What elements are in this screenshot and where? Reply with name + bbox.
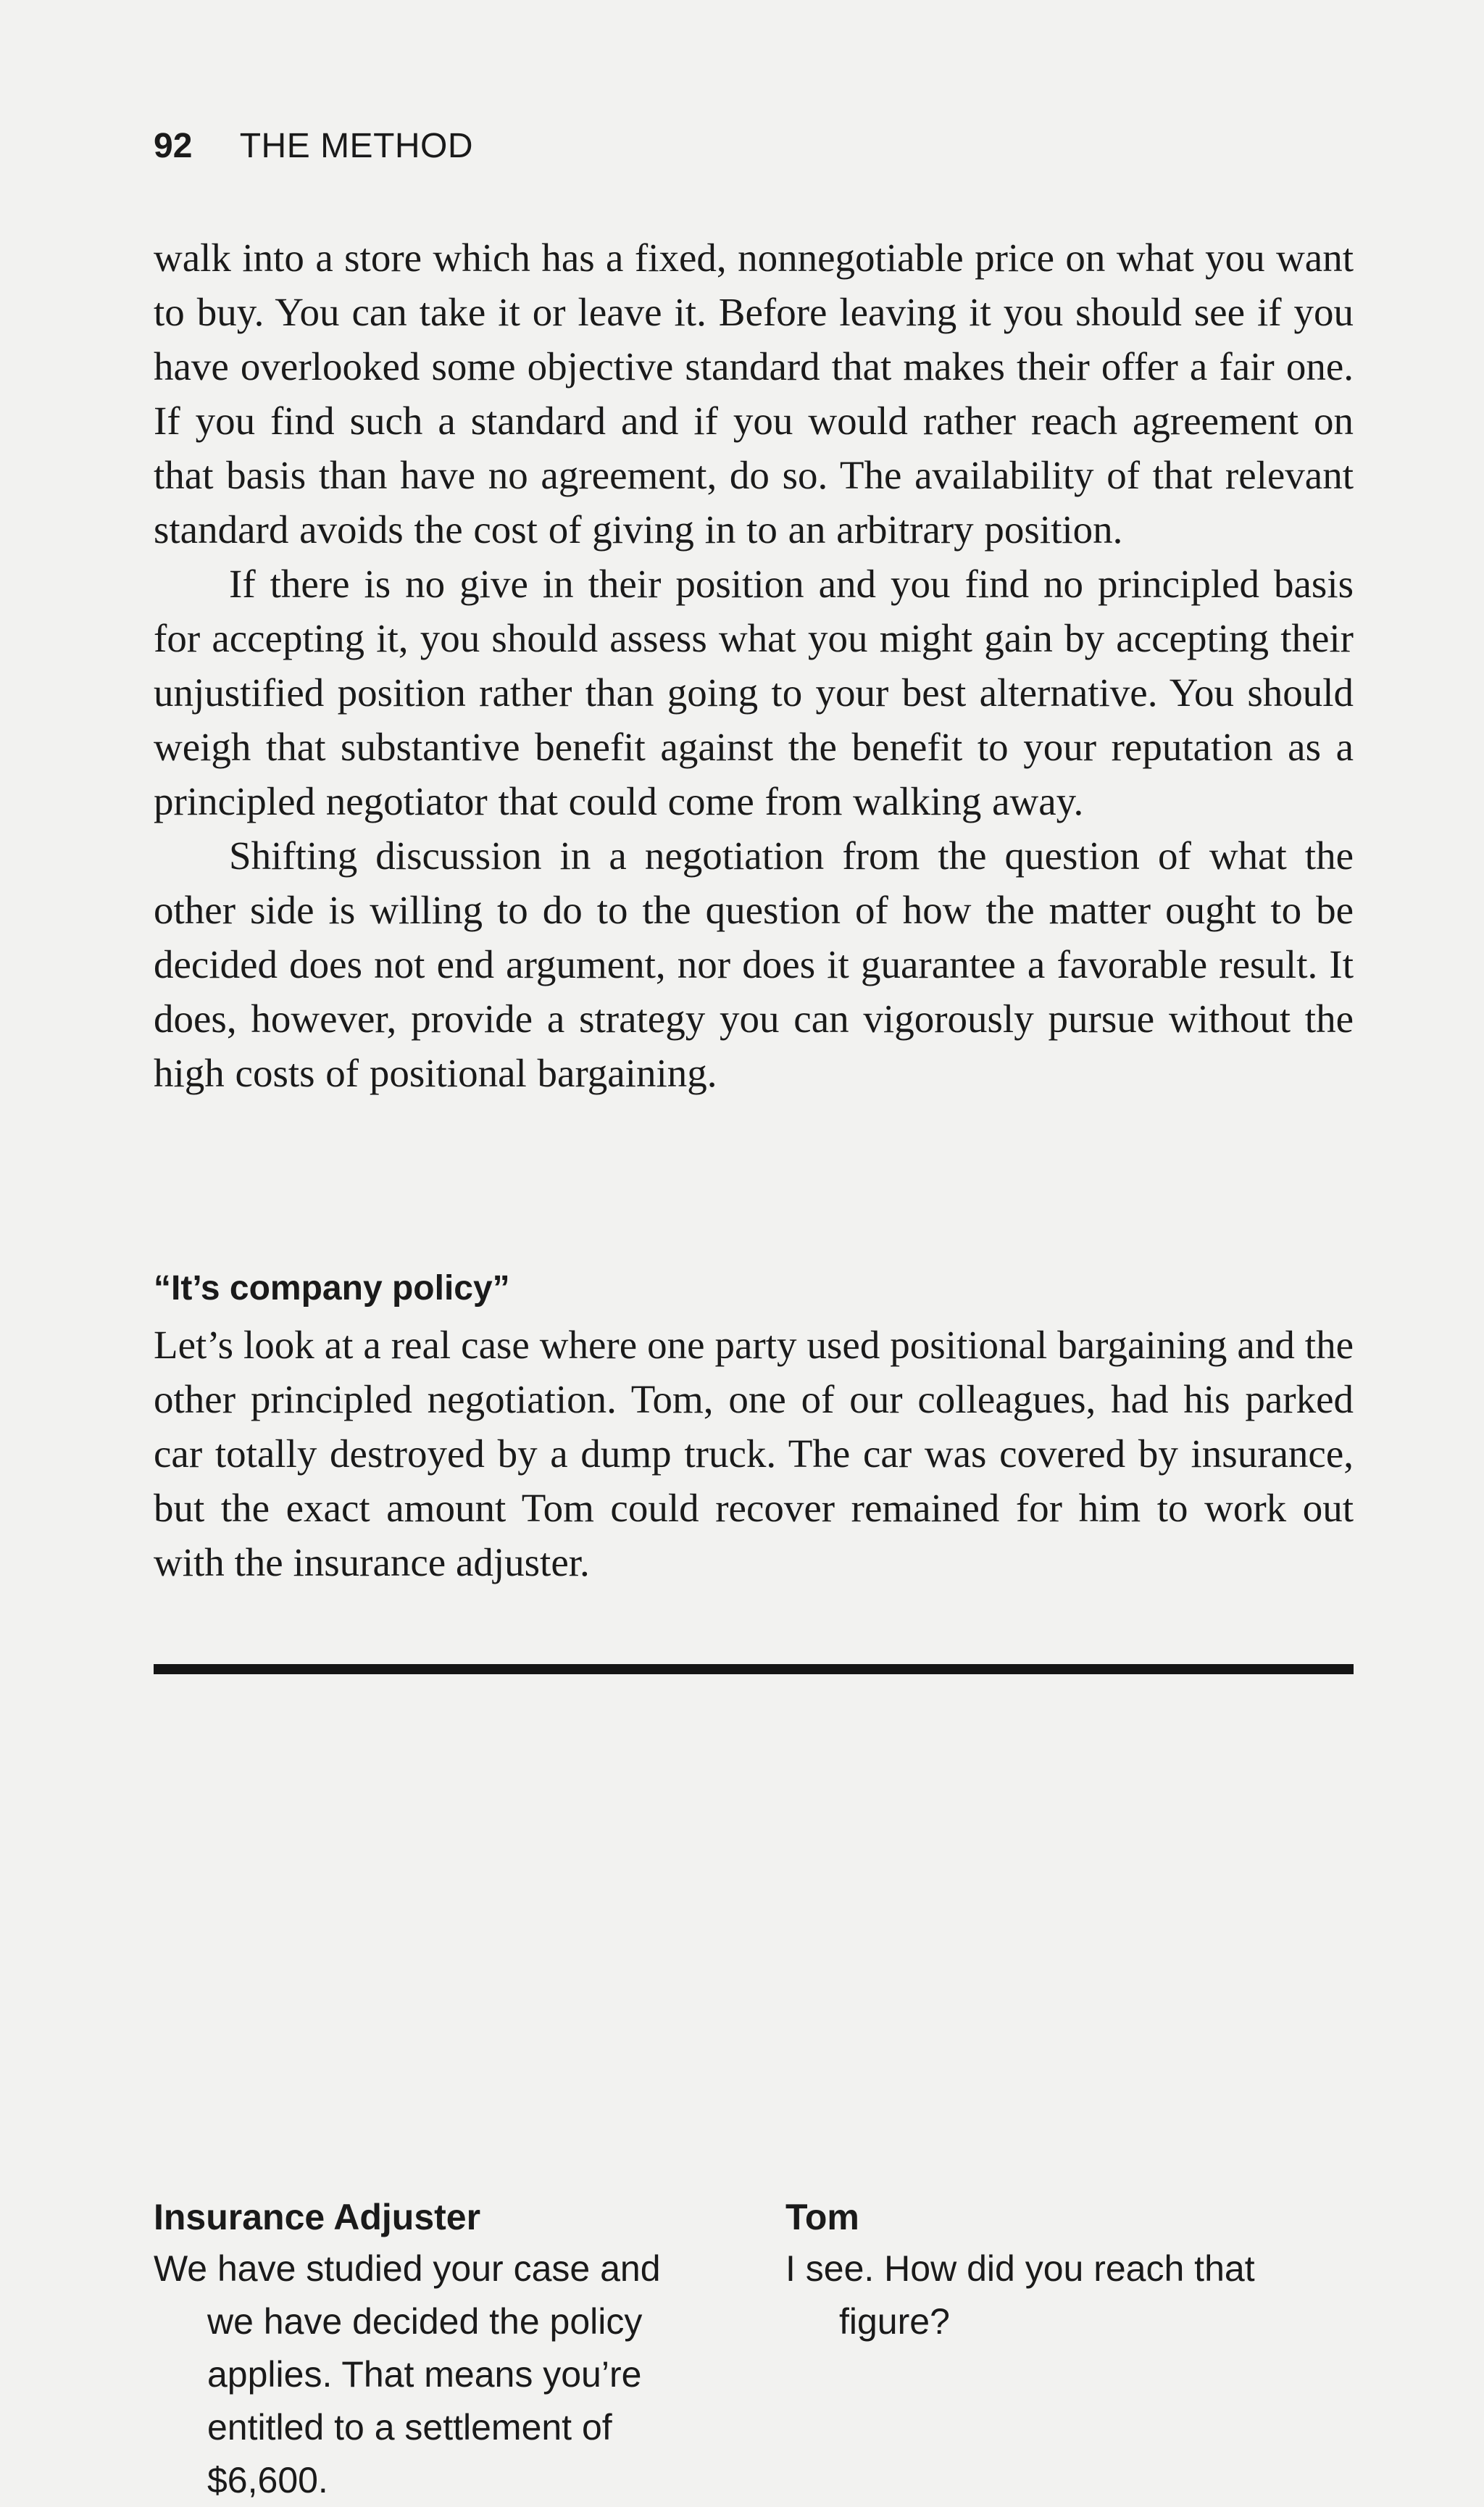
- dialogue-column-adjuster: [154, 2193, 704, 2507]
- dialogue-column-tom: [785, 2193, 1358, 2348]
- section-text: [154, 1318, 1354, 1589]
- running-title: THE METHOD: [239, 127, 474, 165]
- running-head: [154, 125, 473, 168]
- speaker-label-tom: Tom: [785, 2197, 859, 2237]
- page-number: 92: [154, 127, 193, 165]
- horizontal-rule: [154, 1664, 1354, 1674]
- paragraph: Let’s look at a real case where one party used positional bargaining and the other principled negotiation. Tom, one of our colleagues, had his parked car totally destroyed by a dump truck. The car was covered by insurance, but the exact amount Tom could recover remained for him to work out with the insurance adjuster.: [154, 1323, 1354, 1584]
- dialogue-line-tom: I see. How did you reach that figure?: [785, 2248, 1255, 2342]
- body-text: [154, 230, 1354, 1100]
- paragraph-continued: walk into a store which has a fixed, nonnegotiable price on what you want to buy. You can take it or leave it. Before leaving it you should see if you have overlooked some objective standard that makes their offer a fair one. If you find such a standard and if you would rather reach agreement on that basis than have no agreement, do so. The availability of that relevant standard avoids the cost of giving in to an arbitrary position.: [154, 236, 1354, 552]
- section-heading: “It’s company policy”: [154, 1269, 510, 1307]
- paragraph: If there is no give in their position and you find no principled basis for accepting it, you should assess what you might gain by accepting their unjustified position rather than going to your best alternative. You should weigh that substantive benefit against the benefit to your reputation as a principled negotiator that could come from walking away.: [154, 562, 1354, 823]
- paragraph: Shifting discussion in a negotiation from the question of what the other side is willing to do to the question of how the matter ought to be decided does not end argument, nor does it guarantee a favorable result. It does, however, provide a strategy you can vigorously pursue without the high costs of positional bargaining.: [154, 833, 1354, 1095]
- speaker-label-adjuster: Insurance Adjuster: [154, 2197, 481, 2237]
- dialogue-line-adjuster: We have studied your case and we have decided the policy applies. That means you’re entitled to a settlement of $6,600.: [154, 2248, 661, 2500]
